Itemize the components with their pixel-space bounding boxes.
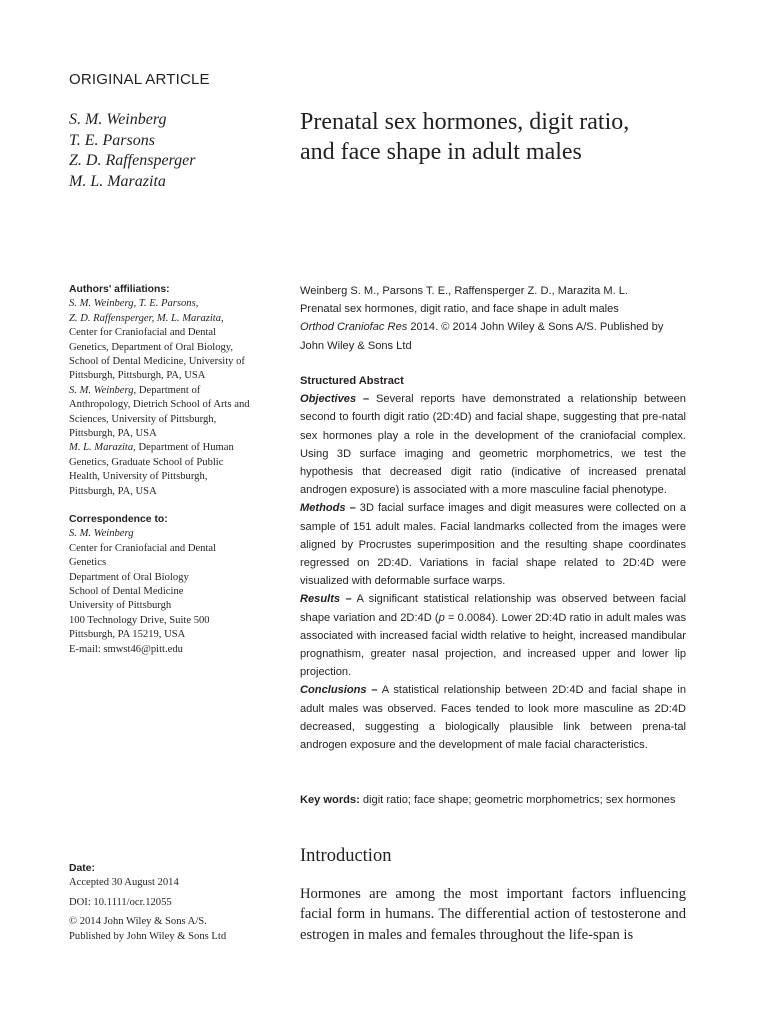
correspondence-line: University of Pittsburgh <box>69 600 172 612</box>
affiliation-line: Health, University of Pittsburgh, <box>69 471 208 483</box>
correspondence-line: 100 Technology Drive, Suite 500 <box>69 614 210 626</box>
correspondence-block <box>69 513 279 657</box>
affiliation-line: Center for Craniofacial and Dental <box>69 327 217 339</box>
author-name: S. M. Weinberg <box>69 111 167 128</box>
conclusions-text: A statistical relationship between 2D:4D and facial shape in adult males was observed. Faces tended to look more masculine as 2D:4D decreased, suggesting a biologically plausible link between prena-tal androgen exposure and the development of male facial characteristics. <box>300 684 686 752</box>
title-line: and face shape in adult males <box>300 139 582 165</box>
affiliation-line: Genetics, Department of Oral Biology, <box>69 341 234 353</box>
citation-journal: Orthod Craniofac Res <box>300 321 408 334</box>
affiliation-line: Pittsburgh, PA, USA <box>69 428 157 440</box>
citation-journal-line <box>300 318 686 336</box>
results-label: Results – <box>300 593 352 606</box>
citation-authors: Weinberg S. M., Parsons T. E., Raffensperger Z. D., Marazita M. L. <box>300 285 629 297</box>
keywords-text: digit ratio; face shape; geometric morphometrics; sex hormones <box>362 794 676 806</box>
abstract-objectives <box>300 390 686 499</box>
copyright-line: © 2014 John Wiley & Sons A/S. <box>69 916 207 928</box>
title-line: Prenatal sex hormones, digit ratio, <box>300 109 630 135</box>
author-list <box>69 110 196 192</box>
section-heading-introduction: Introduction <box>300 846 392 866</box>
affiliation-text: Department of Human <box>138 442 234 454</box>
citation-block <box>300 282 686 355</box>
doi[interactable]: DOI: 10.1111/ocr.12055 <box>69 896 172 908</box>
structured-abstract <box>300 372 686 754</box>
abstract-conclusions <box>300 681 686 754</box>
correspondence-line: Department of Oral Biology <box>69 571 189 583</box>
correspondence-line: Center for Craniofacial and Dental <box>69 542 217 554</box>
author-name: T. E. Parsons <box>69 131 155 149</box>
affiliations-block <box>69 283 279 499</box>
keywords-label: Key words: <box>300 794 360 806</box>
affiliation-names: S. M. Weinberg, <box>69 384 137 396</box>
correspondence-heading: Correspondence to: <box>69 514 168 525</box>
correspondence-line: School of Dental Medicine <box>69 586 184 598</box>
correspondence-line: Genetics <box>69 557 107 569</box>
p-value-symbol: p <box>438 611 445 624</box>
affiliation-text: Department of <box>138 384 201 396</box>
methods-text: 3D facial surface images and digit measures were collected on a sample of 151 adult males. Facial landmarks collected from the images were aligned by Procrustes superimposition and the resulting shape coordinates regressed on 2D:4D. Variations in facial shape related to 2D:4D were visualized with deformable surface warps. <box>300 502 686 588</box>
conclusions-label: Conclusions – <box>300 684 378 697</box>
objectives-label: Objectives – <box>300 393 370 406</box>
affiliation-names: S. M. Weinberg, T. E. Parsons, <box>69 298 199 310</box>
abstract-heading: Structured Abstract <box>300 375 404 387</box>
abstract-methods <box>300 499 686 590</box>
introduction-paragraph: Hormones are among the most important factors influencing facial form in humans. The differential action of testosterone and estrogen in males and females throughout the life-span is <box>300 886 686 943</box>
objectives-text: Several reports have demonstrated a relationship between second to fourth digit ratio (2D:4D) and facial shape, suggesting that pre-natal sex hormones play a role in the development of the craniofacial complex. Using 3D surface imaging and geometric morphometrics, we test the hypothesis that decreased digit ratio (indicative of increased prenatal androgen exposure) is associated with a more masculine facial phenotype. <box>300 393 686 497</box>
affiliation-names: M. L. Marazita, <box>69 442 136 454</box>
citation-title: Prenatal sex hormones, digit ratio, and face shape in adult males <box>300 303 619 316</box>
results-text: = 0.0084). Lower 2D:4D ratio in adult males was associated with increased facial width relative to height, increased mandibular prognathism, greater nasal projection, and increased upper and lower lip projection. <box>300 611 686 679</box>
publisher-line: Published by John Wiley & Sons Ltd <box>69 930 227 942</box>
affiliation-line <box>69 384 279 398</box>
author-name: M. L. Marazita <box>69 172 166 190</box>
date-block <box>69 862 279 944</box>
keywords-block <box>300 792 686 808</box>
results-text: A significant statistical relationship was observed between facial shape variation and 2D:4D ( <box>300 593 686 624</box>
date-heading: Date: <box>69 863 95 874</box>
affiliation-line: Anthropology, Dietrich School of Arts and <box>69 399 250 411</box>
correspondence-name: S. M. Weinberg <box>69 528 134 540</box>
affiliation-line: School of Dental Medicine, University of <box>69 356 245 368</box>
author-name: Z. D. Raffensperger <box>69 152 196 169</box>
article-title <box>300 107 720 167</box>
affiliation-names: Z. D. Raffensperger, M. L. Marazita, <box>69 312 224 324</box>
citation-publisher: John Wiley & Sons Ltd <box>300 339 412 352</box>
article-type-label: ORIGINAL ARTICLE <box>69 71 210 88</box>
citation-rest: 2014. © 2014 John Wiley & Sons A/S. Published by <box>410 321 664 334</box>
affiliations-heading: Authors' affiliations: <box>69 284 170 295</box>
correspondence-email[interactable]: E-mail: smwst46@pitt.edu <box>69 643 183 655</box>
abstract-results <box>300 590 686 681</box>
accepted-date: Accepted 30 August 2014 <box>69 877 179 889</box>
affiliation-line: Pittsburgh, Pittsburgh, PA, USA <box>69 370 206 382</box>
methods-label: Methods – <box>300 502 356 515</box>
affiliation-line <box>69 441 279 455</box>
affiliation-line: Pittsburgh, PA, USA <box>69 485 157 497</box>
correspondence-line: Pittsburgh, PA 15219, USA <box>69 629 186 641</box>
affiliation-line: Sciences, University of Pittsburgh, <box>69 413 217 425</box>
affiliation-line: Genetics, Graduate School of Public <box>69 456 224 468</box>
